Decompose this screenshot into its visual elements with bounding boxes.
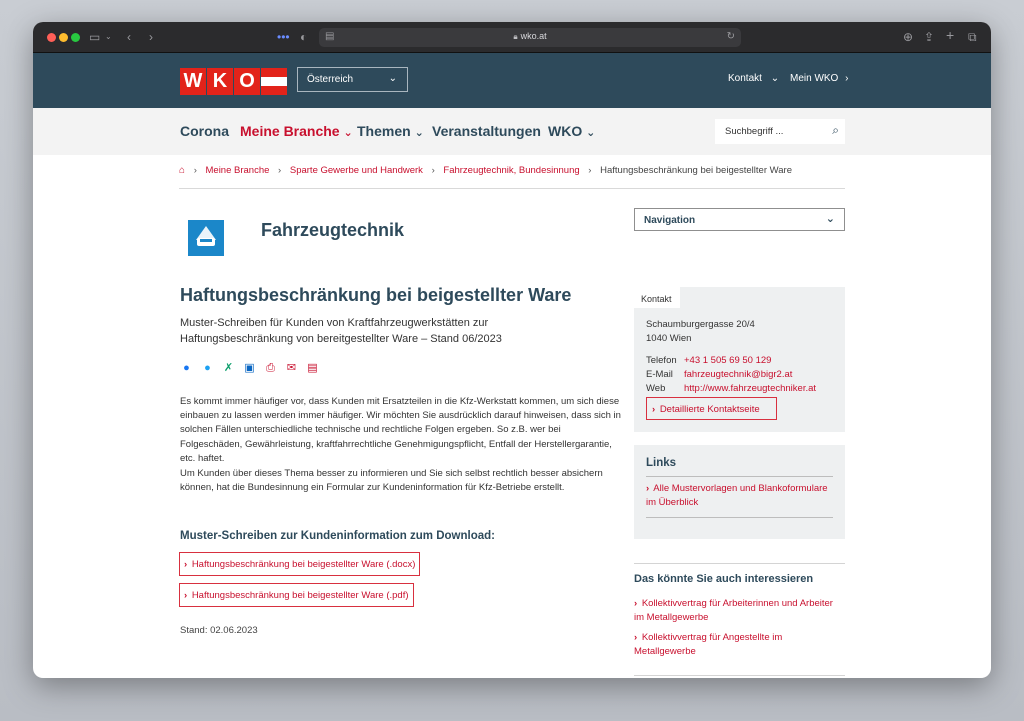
email-icon[interactable]: ✉ xyxy=(286,362,297,374)
twitter-icon[interactable]: ● xyxy=(204,362,211,374)
breadcrumb-separator: › xyxy=(431,165,435,176)
xing-icon[interactable]: ✗ xyxy=(223,362,234,374)
pdf-icon[interactable]: ▤ xyxy=(307,362,318,374)
vehicle-technology-icon xyxy=(188,220,224,256)
article-paragraph: Um Kunden über dieses Thema besser zu informieren und Sie sich selbst rechtlich besser absichern können, hat die Bundesinnung ein Formular zur Kundeninformation für Kfz-Betriebe erstellt. xyxy=(180,468,603,494)
country-select[interactable] xyxy=(297,67,408,92)
breadcrumb xyxy=(179,165,845,189)
breadcrumb-separator: › xyxy=(588,165,592,176)
links-item[interactable] xyxy=(646,482,831,510)
main-navigation xyxy=(33,108,991,155)
browser-toolbar xyxy=(33,22,991,53)
nav-item-veranstaltungen[interactable]: Veranstaltungen xyxy=(432,123,541,139)
zoom-window-button[interactable] xyxy=(71,33,80,42)
privacy-shield-icon[interactable]: ◐ xyxy=(300,30,308,44)
nav-item-label: Themen xyxy=(357,123,411,139)
related-item[interactable] xyxy=(634,631,834,659)
breadcrumb-separator: › xyxy=(193,165,197,176)
links-box xyxy=(634,445,845,539)
download-pdf-link[interactable] xyxy=(179,583,414,607)
chevron-down-icon: ⌄ xyxy=(770,73,780,84)
download-icon[interactable]: ⊕ xyxy=(903,30,914,44)
email-link[interactable]: fahrzeugtechnik@bigr2.at xyxy=(684,369,793,380)
download-pdf-label: Haftungsbeschränkung bei beigestellter Ware (.pdf) xyxy=(191,590,409,601)
nav-item-meine-branche[interactable] xyxy=(240,123,353,139)
section-title: Fahrzeugtechnik xyxy=(261,220,405,240)
minimize-window-button[interactable] xyxy=(59,33,68,42)
related-item-label: Kollektivvertrag für Angestellte im Metallgewerbe xyxy=(634,632,783,657)
divider xyxy=(634,563,845,564)
navigation-select-label: Navigation xyxy=(644,215,696,226)
related-item-label: Kollektivvertrag für Arbeiterinnen und Arbeiter im Metallgewerbe xyxy=(634,598,833,623)
tab-overview-icon[interactable]: ⧉ xyxy=(968,30,977,44)
chevron-down-icon[interactable]: ⌄ xyxy=(105,32,112,41)
breadcrumb-item[interactable]: Sparte Gewerbe und Handwerk xyxy=(289,165,423,176)
my-wko-label: Mein WKO xyxy=(790,73,839,84)
download-heading: Muster-Schreiben zur Kundeninformation zum Download: xyxy=(180,530,495,542)
browser-window xyxy=(33,22,991,678)
share-icon[interactable]: ⇪ xyxy=(924,30,935,44)
phone-label: Telefon xyxy=(646,355,677,366)
nav-item-label: Meine Branche xyxy=(240,123,340,139)
lock-icon: 🔒︎ xyxy=(513,32,518,41)
logo-letter: W xyxy=(180,68,206,95)
search-input[interactable] xyxy=(715,119,845,144)
breadcrumb-item[interactable]: Meine Branche xyxy=(205,165,270,176)
web-link[interactable]: http://www.fahrzeugtechniker.at xyxy=(684,383,817,394)
download-docx-label: Haftungsbeschränkung bei beigestellter Ware (.docx) xyxy=(191,559,416,570)
nav-item-wko[interactable] xyxy=(548,123,595,139)
nav-item-label: WKO xyxy=(548,123,583,139)
contact-box xyxy=(634,287,845,432)
section-navigation-select[interactable] xyxy=(634,208,845,231)
country-select-value: Österreich xyxy=(307,74,354,85)
contact-street: Schaumburgergasse 20/4 xyxy=(646,319,755,330)
chevron-right-icon: › xyxy=(845,73,849,84)
related-item[interactable] xyxy=(634,597,834,625)
contact-details-label: Detaillierte Kontaktseite xyxy=(659,404,760,415)
contact-menu-label: Kontakt xyxy=(728,73,762,84)
logo-letter: K xyxy=(207,68,233,95)
chevron-right-icon: › xyxy=(184,559,188,570)
page-icon: ▤ xyxy=(325,31,335,42)
search-placeholder: Suchbegriff ... xyxy=(725,126,784,137)
divider xyxy=(634,675,845,676)
nav-item-corona[interactable]: Corona xyxy=(180,123,229,139)
web-label: Web xyxy=(646,383,666,394)
chevron-right-icon: › xyxy=(652,404,656,415)
chevron-right-icon: › xyxy=(634,598,638,609)
back-icon[interactable]: ‹ xyxy=(127,30,131,44)
chevron-right-icon: › xyxy=(184,590,188,601)
my-wko-link[interactable] xyxy=(790,73,848,84)
last-updated: Stand: 02.06.2023 xyxy=(180,625,258,636)
page-subtitle: Muster-Schreiben für Kunden von Kraftfahrzeugwerkstätten zur Haftungsbeschränkung von bereitgestellter Ware – Stand 06/2023 xyxy=(180,317,502,345)
breadcrumb-item[interactable]: Fahrzeugtechnik, Bundesinnung xyxy=(443,165,580,176)
address-bar[interactable] xyxy=(319,28,741,47)
nav-item-themen[interactable] xyxy=(357,123,424,139)
logo-letter: O xyxy=(234,68,260,95)
home-icon[interactable]: ⌂ xyxy=(179,165,186,176)
close-window-button[interactable] xyxy=(47,33,56,42)
share-bar xyxy=(180,362,327,375)
site-header xyxy=(33,53,991,108)
article-paragraph: Es kommt immer häufiger vor, dass Kunden mit Ersatzteilen in die Kfz-Werkstatt kommen, um sich diese einbauen zu lassen werden immer häufiger. Wir möchten Sie ausdrücklich darauf hinweisen, dass sich in solchen Fällen unterschiedliche technische und rechtliche Folgen ergeben. So z.B. wer bei Folgeschäden, Gewährleistung, kraftfahrrechtliche Genehmigungspflicht, Entfall der Herstellergarantie, etc. haftet. xyxy=(180,396,621,464)
facebook-icon[interactable]: ● xyxy=(183,362,190,374)
contact-menu[interactable] xyxy=(728,73,779,84)
page-content xyxy=(33,155,991,678)
linkedin-icon[interactable]: ▣ xyxy=(244,362,255,374)
contact-tab[interactable]: Kontakt xyxy=(634,287,680,308)
divider xyxy=(646,476,833,477)
links-title: Links xyxy=(646,457,677,469)
new-tab-icon[interactable]: + xyxy=(946,27,955,43)
reload-icon[interactable]: ↻ xyxy=(726,31,735,42)
chevron-down-icon: ⌄ xyxy=(586,127,596,139)
sidebar-toggle-icon[interactable]: ▭ xyxy=(89,30,101,44)
wko-logo[interactable] xyxy=(180,68,287,95)
chevron-down-icon: ⌄ xyxy=(414,127,424,139)
divider xyxy=(646,517,833,518)
chevron-down-icon: ⌄ xyxy=(825,213,835,225)
chevron-right-icon: › xyxy=(646,483,650,494)
chevron-down-icon: ⌄ xyxy=(343,127,353,139)
page-title: Haftungsbeschränkung bei beigestellter Ware xyxy=(180,285,572,305)
search-icon[interactable]: ⌕ xyxy=(832,123,839,137)
breadcrumb-current: Haftungsbeschränkung bei beigestellter Ware xyxy=(600,165,792,176)
email-label: E-Mail xyxy=(646,369,673,380)
chevron-right-icon: › xyxy=(634,632,638,643)
forward-icon[interactable]: › xyxy=(149,30,153,44)
links-item-label: Alle Mustervorlagen und Blankoformulare im Überblick xyxy=(646,483,828,508)
breadcrumb-separator: › xyxy=(278,165,282,176)
related-heading: Das könnte Sie auch interessieren xyxy=(634,573,814,585)
chevron-down-icon: ⌄ xyxy=(388,73,397,84)
print-icon[interactable]: ⎙ xyxy=(266,362,275,374)
austria-flag-icon xyxy=(261,68,287,95)
contact-details-button[interactable] xyxy=(646,397,777,420)
phone-link[interactable]: +43 1 505 69 50 129 xyxy=(684,355,772,366)
url-text: wko.at xyxy=(520,31,547,41)
extensions-icon[interactable]: ••• xyxy=(277,30,290,44)
download-docx-link[interactable] xyxy=(179,552,420,576)
contact-city: 1040 Wien xyxy=(646,333,692,344)
